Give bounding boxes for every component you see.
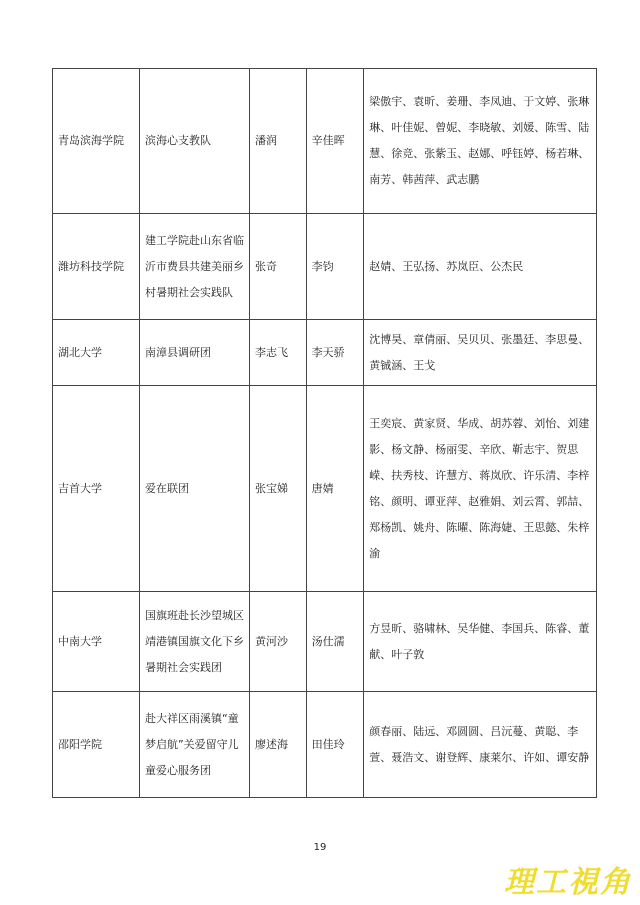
members-cell: 颜春丽、陆远、邓圆圆、吕沅蔓、黄聪、李萱、聂浩文、谢登辉、康莱尔、许如、谭安静 bbox=[364, 692, 597, 798]
instructor-cell: 张宝娣 bbox=[250, 386, 307, 592]
members-cell: 方昱昕、骆啸林、吴华健、李国兵、陈睿、董献、叶子敦 bbox=[364, 592, 597, 692]
team-cell: 滨海心支教队 bbox=[139, 69, 249, 214]
table-row bbox=[53, 69, 597, 214]
table-row bbox=[53, 592, 597, 692]
members-cell: 王奕宸、黄家贤、华成、胡苏蓉、刘怡、刘建影、杨文静、杨丽雯、辛欣、靳志宇、贺思嵘、扶秀枝、许慧方、蒋岚欣、许乐清、李梓铭、颜明、谭亚萍、赵雅娟、刘云霄、郭喆、郑杨凯、姚舟、陈曜、陈海婕、王思懿、朱梓渝 bbox=[364, 386, 597, 592]
members-cell: 赵婧、王弘扬、苏岚臣、公杰民 bbox=[364, 214, 597, 320]
instructor-cell: 潘润 bbox=[250, 69, 307, 214]
school-cell: 吉首大学 bbox=[53, 386, 140, 592]
leader-cell: 唐婧 bbox=[306, 386, 364, 592]
leader-cell: 李天骄 bbox=[306, 320, 364, 386]
leader-cell: 辛佳晖 bbox=[306, 69, 364, 214]
team-cell: 国旗班赴长沙望城区靖港镇国旗文化下乡暑期社会实践团 bbox=[139, 592, 249, 692]
leader-cell: 李钧 bbox=[306, 214, 364, 320]
page-number: 19 bbox=[313, 842, 327, 853]
watermark-logo: 理工視角 bbox=[504, 865, 632, 900]
instructor-cell: 李志飞 bbox=[250, 320, 307, 386]
team-cell: 爱在联团 bbox=[139, 386, 249, 592]
instructor-cell: 廖述海 bbox=[250, 692, 307, 798]
team-roster-table bbox=[52, 68, 597, 798]
table-row bbox=[53, 320, 597, 386]
team-cell: 建工学院赴山东省临沂市费县共建美丽乡村暑期社会实践队 bbox=[139, 214, 249, 320]
leader-cell: 田佳玲 bbox=[306, 692, 364, 798]
school-cell: 中南大学 bbox=[53, 592, 140, 692]
table-row bbox=[53, 214, 597, 320]
table-row bbox=[53, 386, 597, 592]
table-row bbox=[53, 692, 597, 798]
school-cell: 青岛滨海学院 bbox=[53, 69, 140, 214]
school-cell: 邵阳学院 bbox=[53, 692, 140, 798]
school-cell: 潍坊科技学院 bbox=[53, 214, 140, 320]
team-cell: 南漳县调研团 bbox=[139, 320, 249, 386]
members-cell: 沈博昊、章倩丽、吴贝贝、张墨廷、李思曼、黄铖涵、王戈 bbox=[364, 320, 597, 386]
school-cell: 湖北大学 bbox=[53, 320, 140, 386]
team-cell: 赴大祥区雨溪镇“童梦启航”关爱留守儿童爱心服务团 bbox=[139, 692, 249, 798]
members-cell: 梁傲宇、袁昕、姜珊、李凤迪、于文婷、张琳琳、叶佳妮、曾妮、李晓敏、刘媛、陈雪、陆慧、徐竞、张紫玉、赵娜、呼钰婷、杨若琳、南芳、韩茜萍、武志鹏 bbox=[364, 69, 597, 214]
instructor-cell: 黄河沙 bbox=[250, 592, 307, 692]
leader-cell: 汤仕濡 bbox=[306, 592, 364, 692]
instructor-cell: 张奇 bbox=[250, 214, 307, 320]
